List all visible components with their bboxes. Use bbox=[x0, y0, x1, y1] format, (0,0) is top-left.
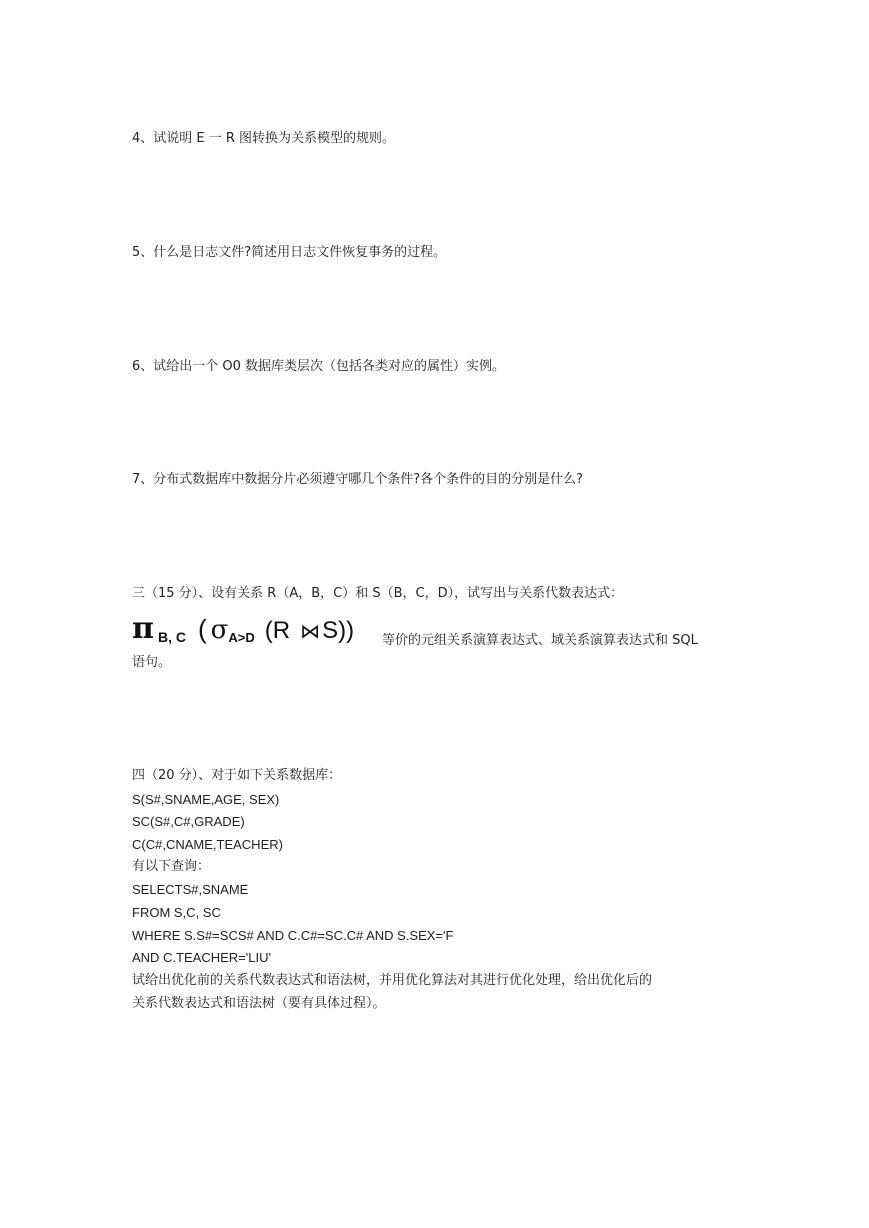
question-5: 5、什么是日志文件?简述用日志文件恢复事务的过程。 bbox=[132, 245, 447, 260]
sigma-subscript: A>D bbox=[228, 630, 255, 645]
section-4-heading: 四（20 分）、对于如下关系数据库： bbox=[132, 768, 342, 783]
open-paren: ( bbox=[197, 614, 207, 644]
task-line: 试给出优化前的关系代数表达式和语法树，并用优化算法对其进行优化处理，给出优化后的 bbox=[132, 973, 653, 988]
task-line: 关系代数表达式和语法树（要有具体过程）。 bbox=[132, 996, 386, 1011]
query-line: AND C.TEACHER='LIU' bbox=[132, 950, 271, 965]
section-3-heading: 三（15 分）、设有关系 R（A，B，C）和 S（B，C，D），试写出与关系代数表达式： bbox=[132, 586, 624, 601]
question-4: 4、试说明 E 一 R 图转换为关系模型的规则。 bbox=[132, 131, 396, 146]
schema-line: S(S#,SNAME,AGE, SEX) bbox=[132, 792, 280, 807]
query-intro: 有以下查询： bbox=[132, 859, 211, 874]
section-3-tail-2: 语句。 bbox=[132, 655, 172, 670]
query-line: WHERE S.S#=SCS# AND C.C#=SC.C# AND S.SEX='F bbox=[132, 928, 454, 943]
sigma-symbol: σ bbox=[210, 615, 229, 645]
query-line: SELECTS#,SNAME bbox=[132, 882, 249, 897]
question-7: 7、分布式数据库中数据分片必须遵守哪几个条件?各个条件的目的分别是什么? bbox=[132, 472, 584, 487]
pi-symbol: π bbox=[132, 611, 154, 646]
schema-line: C(C#,CNAME,TEACHER) bbox=[132, 837, 283, 852]
query-line: FROM S,C, SC bbox=[132, 905, 221, 920]
section-3-tail: 等价的元组关系演算表达式、域关系演算表达式和 SQL bbox=[382, 633, 698, 648]
question-6: 6、试给出一个 O0 数据库类层次（包括各类对应的属性）实例。 bbox=[132, 359, 506, 374]
join-symbol: ⋈ bbox=[300, 621, 321, 643]
relation-s: S)) bbox=[322, 617, 355, 644]
pi-subscript: B, C bbox=[157, 629, 186, 645]
relation-r: (R bbox=[264, 617, 291, 644]
relational-algebra-formula bbox=[132, 611, 354, 647]
schema-line: SC(S#,C#,GRADE) bbox=[132, 814, 245, 829]
